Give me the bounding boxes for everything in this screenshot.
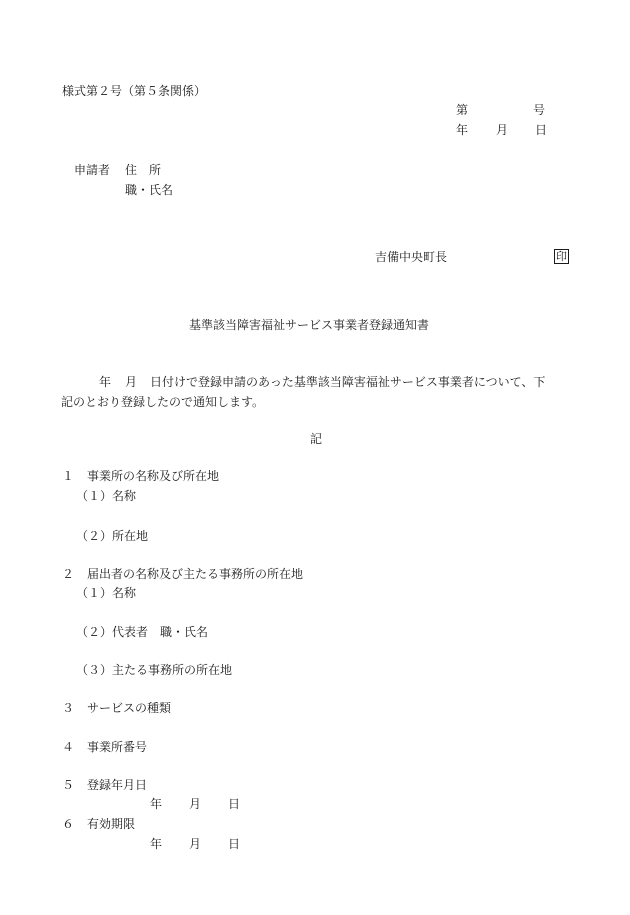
item6-year: 年	[150, 837, 163, 851]
date-day: 日	[535, 123, 548, 137]
item3-no: ３	[62, 701, 75, 715]
item6-label: 有効期限	[87, 817, 136, 831]
item6-no: ６	[62, 817, 75, 831]
item2-sub2: （２）代表者 職・氏名	[76, 625, 209, 639]
item6-day: 日	[228, 837, 241, 851]
item3-label: サービスの種類	[87, 701, 172, 715]
form-id: 様式第２号（第５条関係）	[62, 84, 207, 98]
item4-label: 事業所番号	[87, 740, 148, 754]
item2-sub1: （１）名称	[76, 586, 137, 600]
applicant-name-label: 職・氏名	[125, 183, 174, 197]
item5-day: 日	[228, 797, 241, 811]
item5-label: 登録年月日	[87, 778, 148, 792]
item1-sub2: （２）所在地	[76, 529, 149, 543]
item6-month: 月	[189, 837, 202, 851]
date-month: 月	[496, 123, 509, 137]
doc-no-prefix: 第	[456, 103, 469, 117]
item1-label: 事業所の名称及び所在地	[87, 469, 220, 483]
item1-no: １	[62, 469, 75, 483]
ki-heading: 記	[310, 432, 323, 446]
item2-sub3: （３）主たる事務所の所在地	[76, 663, 233, 677]
applicant-label: 申請者	[74, 163, 111, 177]
item5-month: 月	[189, 797, 202, 811]
date-year: 年	[456, 123, 469, 137]
item4-no: ４	[62, 740, 75, 754]
seal-mark: 印	[556, 250, 567, 263]
item2-no: ２	[62, 567, 75, 581]
body-line1-text: 日付けで登録申請のあった基準該当障害福祉サービス事業者について、下	[150, 375, 546, 389]
item2-label: 届出者の名称及び主たる事務所の所在地	[87, 567, 304, 581]
body-line1-month: 月	[125, 375, 138, 389]
document-title: 基準該当障害福祉サービス事業者登録通知書	[189, 318, 430, 332]
body-line2-text: 記のとおり登録したので通知します。	[61, 395, 265, 409]
item1-sub1: （１）名称	[76, 489, 137, 503]
issuer-name: 吉備中央町長	[375, 250, 448, 264]
applicant-address-label: 住 所	[125, 163, 162, 177]
item5-year: 年	[150, 797, 163, 811]
doc-no-suffix: 号	[533, 103, 546, 117]
body-line1-year: 年	[99, 375, 112, 389]
item5-no: ５	[62, 778, 75, 792]
